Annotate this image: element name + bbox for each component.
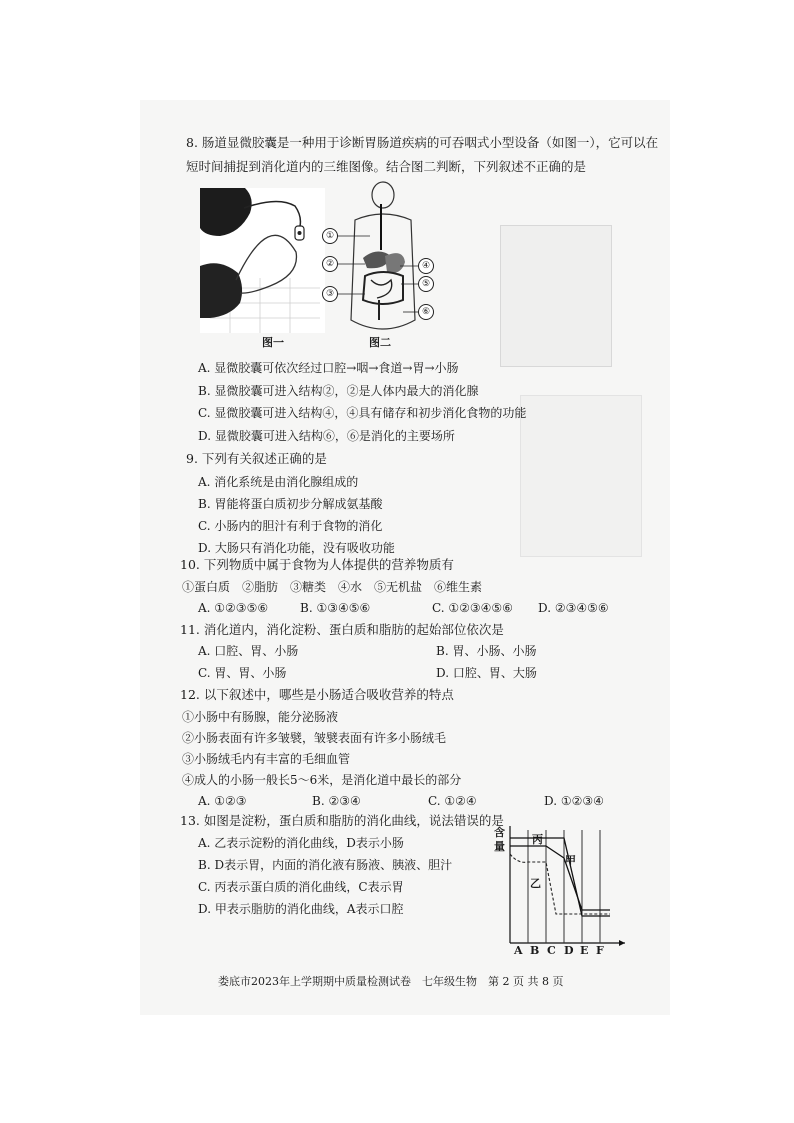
q12-stem: 12. 以下叙述中，哪些是小肠适合吸收营养的特点 — [180, 687, 454, 702]
chart-ylabel-2: 量 — [494, 840, 505, 853]
x-label-f: F — [596, 944, 604, 957]
label-2: ② — [322, 256, 338, 272]
q10-stem: 10. 下列物质中属于食物为人体提供的营养物质有 — [180, 557, 454, 572]
q9-option-d: D. 大肠只有消化功能，没有吸收功能 — [198, 541, 395, 555]
q12-option-c: C. ①②④ — [428, 794, 477, 808]
q11-option-b: B. 胃、小肠、小肠 — [436, 644, 537, 658]
q12-item-1: ①小肠中有肠腺，能分泌肠液 — [182, 710, 339, 724]
q11-option-c: C. 胃、胃、小肠 — [198, 666, 287, 680]
curve-label-jia: 甲 — [565, 854, 576, 867]
q11-option-a: A. 口腔、胃、小肠 — [198, 644, 299, 658]
label-6: ⑥ — [418, 304, 434, 320]
curve-label-bing: 丙 — [532, 833, 543, 846]
q13-digestion-curve-figure — [490, 818, 630, 958]
x-label-a: A — [514, 944, 523, 957]
q10-option-a: A. ①②③⑤⑥ — [198, 601, 269, 615]
curve-label-yi: 乙 — [530, 877, 541, 890]
page-footer: 娄底市2023年上学期期中质量检测试卷 七年级生物 第 2 页 共 8 页 — [218, 975, 564, 988]
q8-option-d: D. 显微胶囊可进入结构⑥，⑥是消化的主要场所 — [198, 429, 455, 443]
q9-option-b: B. 胃能将蛋白质初步分解成氨基酸 — [198, 497, 383, 511]
q9-option-a: A. 消化系统是由消化腺组成的 — [198, 475, 359, 489]
q13-option-c: C. 丙表示蛋白质的消化曲线，C表示胃 — [198, 880, 404, 894]
curve-jia — [510, 838, 610, 916]
q11-option-d: D. 口腔、胃、大肠 — [436, 666, 537, 680]
x-label-b: B — [530, 944, 540, 957]
x-label-e: E — [580, 944, 589, 957]
q8-stem-line1: 8. 肠道显微胶囊是一种用于诊断胃肠道疾病的可吞咽式小型设备（如图一），它可以在 — [186, 135, 659, 150]
q10-items: ①蛋白质 ②脂肪 ③糖类 ④水 ⑤无机盐 ⑥维生素 — [182, 580, 483, 594]
q8-option-a: A. 显微胶囊可依次经过口腔→咽→食道→胃→小肠 — [198, 361, 459, 375]
x-label-d: D — [564, 944, 574, 957]
q12-item-3: ③小肠绒毛内有丰富的毛细血管 — [182, 752, 351, 766]
q12-item-4: ④成人的小肠一般长5～6米，是消化道中最长的部分 — [182, 773, 462, 787]
q13-stem: 13. 如图是淀粉，蛋白质和脂肪的消化曲线，说法错误的是 — [180, 813, 504, 828]
show-through-pyramid — [520, 395, 642, 557]
q9-option-c: C. 小肠内的胆汁有利于食物的消化 — [198, 519, 383, 533]
q12-item-2: ②小肠表面有许多皱襞，皱襞表面有许多小肠绒毛 — [182, 731, 447, 745]
curve-bing — [510, 846, 610, 910]
curve-yi — [510, 854, 610, 914]
chart-ylabel-1: 含 — [494, 826, 505, 839]
figure-1-caption: 图一 — [262, 336, 284, 349]
show-through-figure-right-top — [500, 225, 612, 367]
q8-stem-line2: 短时间捕捉到消化道内的三维图像。结合图二判断，下列叙述不正确的是 — [186, 159, 587, 174]
figure-1-capsule-photo — [200, 188, 325, 333]
q8-option-c: C. 显微胶囊可进入结构④，④具有储存和初步消化食物的功能 — [198, 406, 527, 420]
q10-option-b: B. ①③④⑤⑥ — [300, 601, 371, 615]
label-1: ① — [322, 228, 338, 244]
q12-option-d: D. ①②③④ — [544, 794, 604, 808]
q8-option-b: B. 显微胶囊可进入结构②，②是人体内最大的消化腺 — [198, 384, 479, 398]
q12-option-a: A. ①②③ — [198, 794, 247, 808]
figure-2-caption: 图二 — [369, 336, 391, 349]
q9-stem: 9. 下列有关叙述正确的是 — [186, 451, 327, 466]
q10-option-c: C. ①②③④⑤⑥ — [432, 601, 513, 615]
q13-option-d: D. 甲表示脂肪的消化曲线，A表示口腔 — [198, 902, 404, 916]
x-label-c: C — [547, 944, 556, 957]
label-5: ⑤ — [418, 276, 434, 292]
q10-option-d: D. ②③④⑤⑥ — [538, 601, 609, 615]
q13-option-a: A. 乙表示淀粉的消化曲线，D表示小肠 — [198, 836, 404, 850]
q13-option-b: B. D表示胃，内面的消化液有肠液、胰液、胆汁 — [198, 858, 453, 872]
label-3: ③ — [322, 286, 338, 302]
label-4: ④ — [418, 258, 434, 274]
q12-option-b: B. ②③④ — [312, 794, 361, 808]
q11-stem: 11. 消化道内，消化淀粉、蛋白质和脂肪的起始部位依次是 — [180, 622, 504, 637]
